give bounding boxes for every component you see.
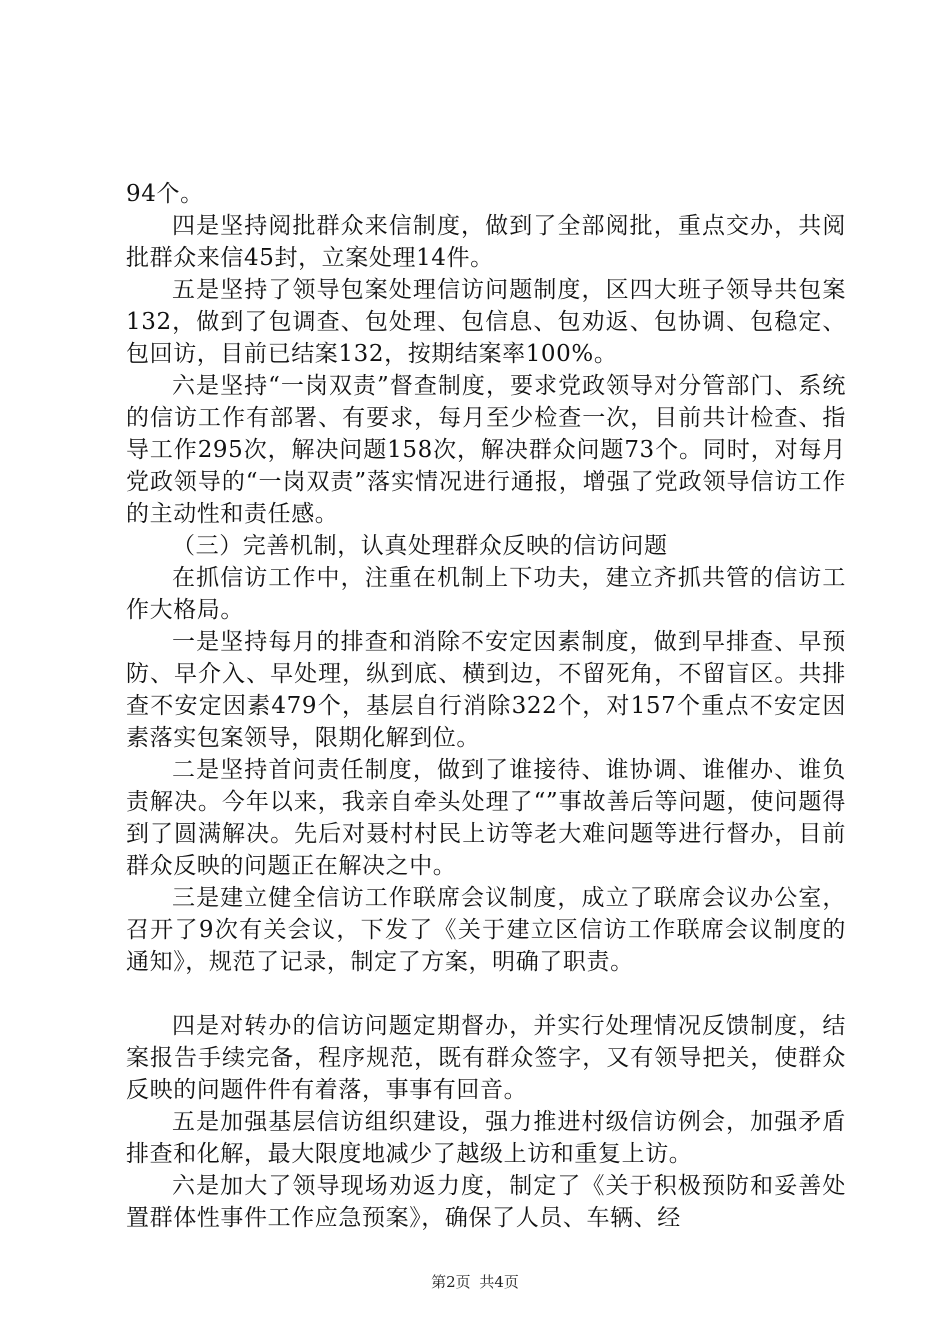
page-total: 共4页 [479, 1273, 519, 1291]
paragraph-1: 94个。 [126, 181, 204, 207]
document-body [126, 178, 846, 1234]
section-heading: （三）完善机制，认真处理群众反映的信访问题 [172, 533, 668, 559]
paragraph-3: 五是坚持了领导包案处理信访问题制度，区四大班子领导共包案132，做到了包调查、包处理、包信息、包劝返、包协调、包稳定、包回访，目前已结案132，按期结案率100%。 [126, 277, 846, 367]
paragraph-9: 四是对转办的信访问题定期督办，并实行处理情况反馈制度，结案报告手续完备，程序规范，既有群众签字，又有领导把关，使群众反映的问题件件有着落，事事有回音。 [126, 1013, 846, 1103]
paragraph-2: 四是坚持阅批群众来信制度，做到了全部阅批，重点交办，共阅批群众来信45封，立案处理14件。 [126, 213, 846, 271]
page-footer [0, 1272, 950, 1292]
paragraph-4: 六是坚持“一岗双责”督查制度，要求党政领导对分管部门、系统的信访工作有部署、有要求，每月至少检查一次，目前共计检查、指导工作295次，解决问题158次，解决群众问题73个。同时，对每月党政领导的“一岗双责”落实情况进行通报，增强了党政领导信访工作的主动性和责任感。 [126, 373, 846, 527]
paragraph-7: 二是坚持首问责任制度，做到了谁接待、谁协调、谁催办、谁负责解决。今年以来，我亲自牵头处理了“”事故善后等问题，使问题得到了圆满解决。先后对聂村村民上访等老大难问题等进行督办，目前群众反映的问题正在解决之中。 [126, 757, 846, 879]
paragraph-11: 六是加大了领导现场劝返力度，制定了《关于积极预防和妥善处置群体性事件工作应急预案》，确保了人员、车辆、经 [126, 1173, 846, 1231]
paragraph-spacer [126, 978, 846, 1010]
paragraph-6: 一是坚持每月的排查和消除不安定因素制度，做到早排查、早预防、早介入、早处理，纵到底、横到边，不留死角，不留盲区。共排查不安定因素479个，基层自行消除322个，对157个重点不安定因素落实包案领导，限期化解到位。 [126, 629, 846, 751]
paragraph-5: 在抓信访工作中，注重在机制上下功夫，建立齐抓共管的信访工作大格局。 [126, 565, 846, 623]
paragraph-8: 三是建立健全信访工作联席会议制度，成立了联席会议办公室，召开了9次有关会议，下发了《关于建立区信访工作联席会议制度的通知》，规范了记录，制定了方案，明确了职责。 [126, 885, 846, 975]
paragraph-10: 五是加强基层信访组织建设，强力推进村级信访例会，加强矛盾排查和化解，最大限度地减少了越级上访和重复上访。 [126, 1109, 846, 1167]
page-number: 第2页 [431, 1273, 471, 1291]
